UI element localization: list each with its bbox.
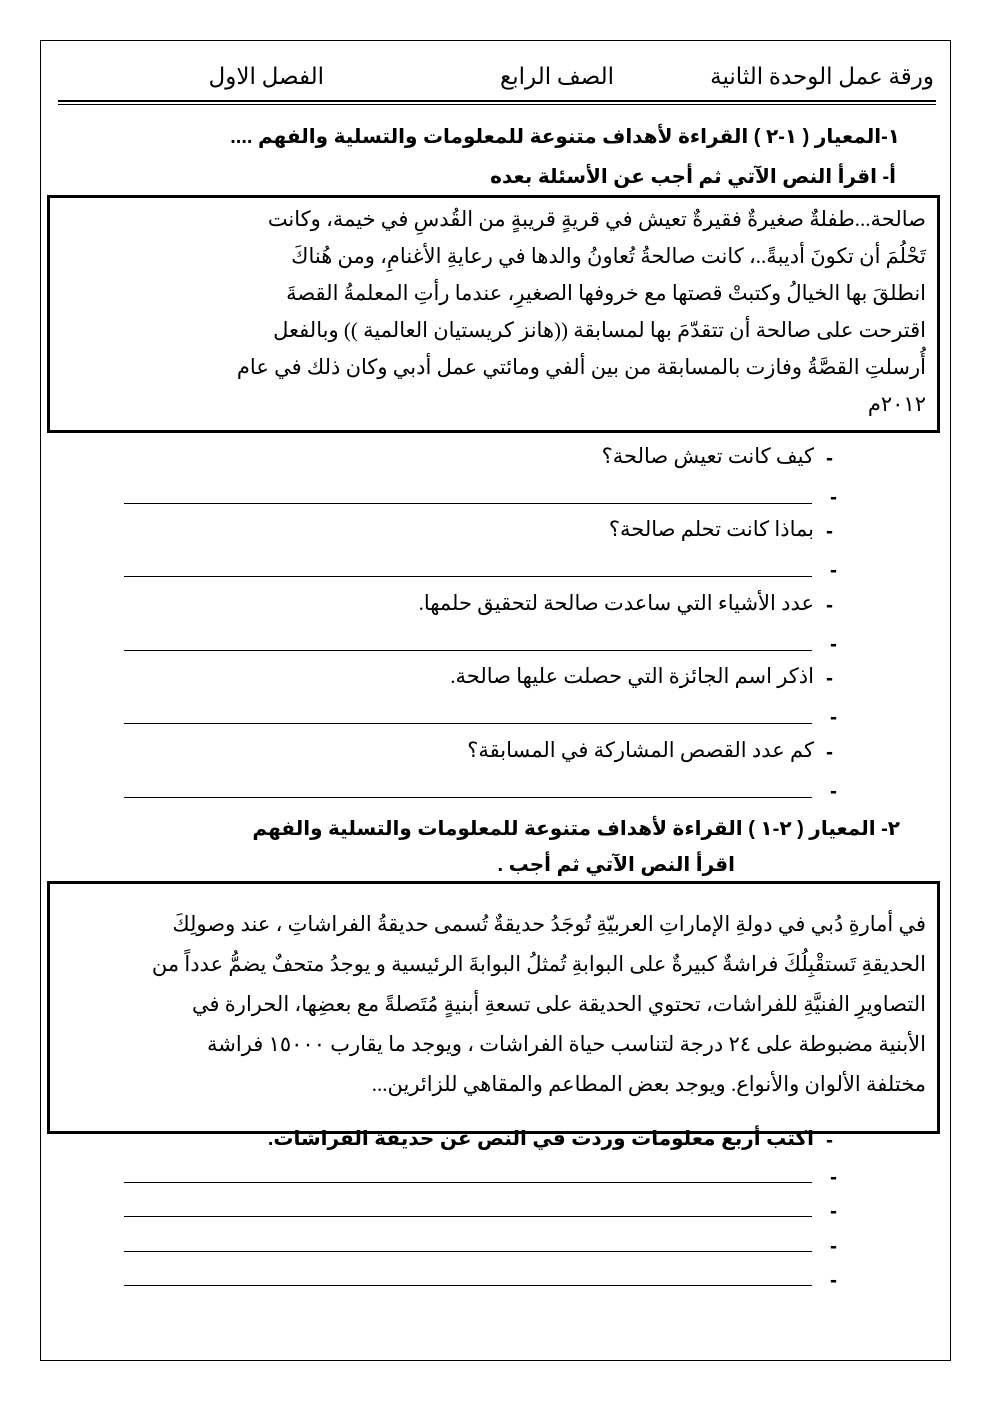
answer-line-8[interactable]	[124, 1251, 812, 1252]
question-5: كم عدد القصص المشاركة في المسابقة؟	[467, 738, 814, 762]
question-bullet: -	[826, 667, 833, 690]
section2-instruction: اقرأ النص الآتي ثم أجب .	[497, 854, 735, 876]
question-bullet: -	[826, 1129, 833, 1152]
passage1-line: تَحْلُمَ أن تكونَ أديبةً..، كانت صالحةُ تُعاونُ والدها في رعايةِ الأغنامِ، ومن هُناكَ	[291, 244, 926, 268]
answer-bullet: -	[830, 706, 837, 729]
answer-bullet: -	[830, 1269, 837, 1292]
answer-bullet: -	[830, 633, 837, 656]
passage2-line: التصاويرِ الفنيَّةِ للفراشات، تحتوي الحديقة على تسعةِ أبنيةٍ مُتَصلةً مع بعضِها، الحرارة في	[192, 992, 926, 1016]
header-rule-thin	[58, 104, 936, 105]
question-4: اذكر اسم الجائزة التي حصلت عليها صالحة.	[450, 664, 814, 688]
section1-instruction: أ- اقرأ النص الآتي ثم أجب عن الأسئلة بعده	[490, 166, 896, 188]
passage1-line: ٢٠١٢م	[867, 392, 926, 416]
answer-bullet: -	[830, 486, 837, 509]
answer-line-4[interactable]	[124, 723, 812, 724]
question-2: بماذا كانت تحلم صالحة؟	[608, 517, 814, 541]
answer-bullet: -	[830, 1166, 837, 1189]
question-bullet: -	[826, 741, 833, 764]
answer-line-2[interactable]	[124, 576, 812, 577]
answer-line-9[interactable]	[124, 1285, 812, 1286]
grade-label: الصف الرابع	[499, 64, 614, 89]
answer-line-7[interactable]	[124, 1216, 812, 1217]
passage2-line: الأبنية مضبوطة على ٢٤ درجة لتناسب حياة الفراشات ، ويوجد ما يقارب ١٥٠٠٠ فراشة	[207, 1032, 926, 1056]
passage2-line: في أمارةِ دُبي في دولةِ الإماراتِ العربيّةِ تُوجَدُ حديقةٌ تُسمى حديقةُ الفراشاتِ ، عند وصولِكَ	[172, 912, 926, 936]
passage1-line: انطلقَ بها الخيالُ وكتبتْ قصتها مع خروفها الصغيرِ، عندما رأتِ المعلمةُ القصةَ	[286, 281, 926, 305]
answer-bullet: -	[830, 1200, 837, 1223]
answer-line-6[interactable]	[124, 1182, 812, 1183]
header-rule	[58, 100, 936, 102]
answer-line-1[interactable]	[124, 503, 812, 504]
answer-line-5[interactable]	[124, 797, 812, 798]
passage1-line: صالحة...طفلةٌ صغيرةٌ فقيرةٌ تعيش في قريةٍ قريبةٍ من القُدسِ في خيمة، وكانت	[267, 207, 926, 231]
question-bullet: -	[826, 520, 833, 543]
answer-line-3[interactable]	[124, 650, 812, 651]
answer-bullet: -	[830, 1235, 837, 1258]
passage1	[62, 201, 926, 423]
section2-title: ٢- المعيار ( ٢-١ ) القراءة لأهداف متنوعة للمعلومات والتسلية والفهم	[252, 818, 900, 840]
passage1-line: أُرسلتِ القصَّةُ وفازت بالمسابقة من بين ألفي ومائتي عمل أدبي وكان ذلك في عام	[236, 355, 926, 379]
passage2	[62, 904, 926, 1104]
question-bullet: -	[826, 447, 833, 470]
section2-question: اكتب أربع معلومات وردت في النص عن حديقة الفراشات.	[267, 1128, 814, 1150]
passage1-line: اقترحت على صالحة أن تتقدّمَ بها لمسابقة ((هانز كريستيان العالمية )) وبالفعل	[273, 318, 926, 342]
semester-label: الفصل الاول	[208, 64, 324, 89]
answer-bullet: -	[830, 780, 837, 803]
passage2-line: الحديقةِ تَستقْبِلُكَ فراشةٌ كبيرةٌ على البوابةِ تُمثلُ البوابةَ الرئيسية و يوجدُ متحفٌ يضمُّ عدداً من	[151, 952, 926, 976]
passage2-line: مختلفة الألوان والأنواع. ويوجد بعض المطاعم والمقاهي للزائرين...	[371, 1072, 926, 1096]
question-bullet: -	[826, 594, 833, 617]
worksheet-title: ورقة عمل الوحدة الثانية	[710, 64, 934, 89]
section1-title: ١-المعيار ( ١-٢ ) القراءة لأهداف متنوعة للمعلومات والتسلية والفهم ....	[230, 126, 900, 148]
answer-bullet: -	[830, 559, 837, 582]
question-3: عدد الأشياء التي ساعدت صالحة لتحقيق حلمها.	[418, 591, 814, 615]
question-1: كيف كانت تعيش صالحة؟	[601, 444, 814, 468]
